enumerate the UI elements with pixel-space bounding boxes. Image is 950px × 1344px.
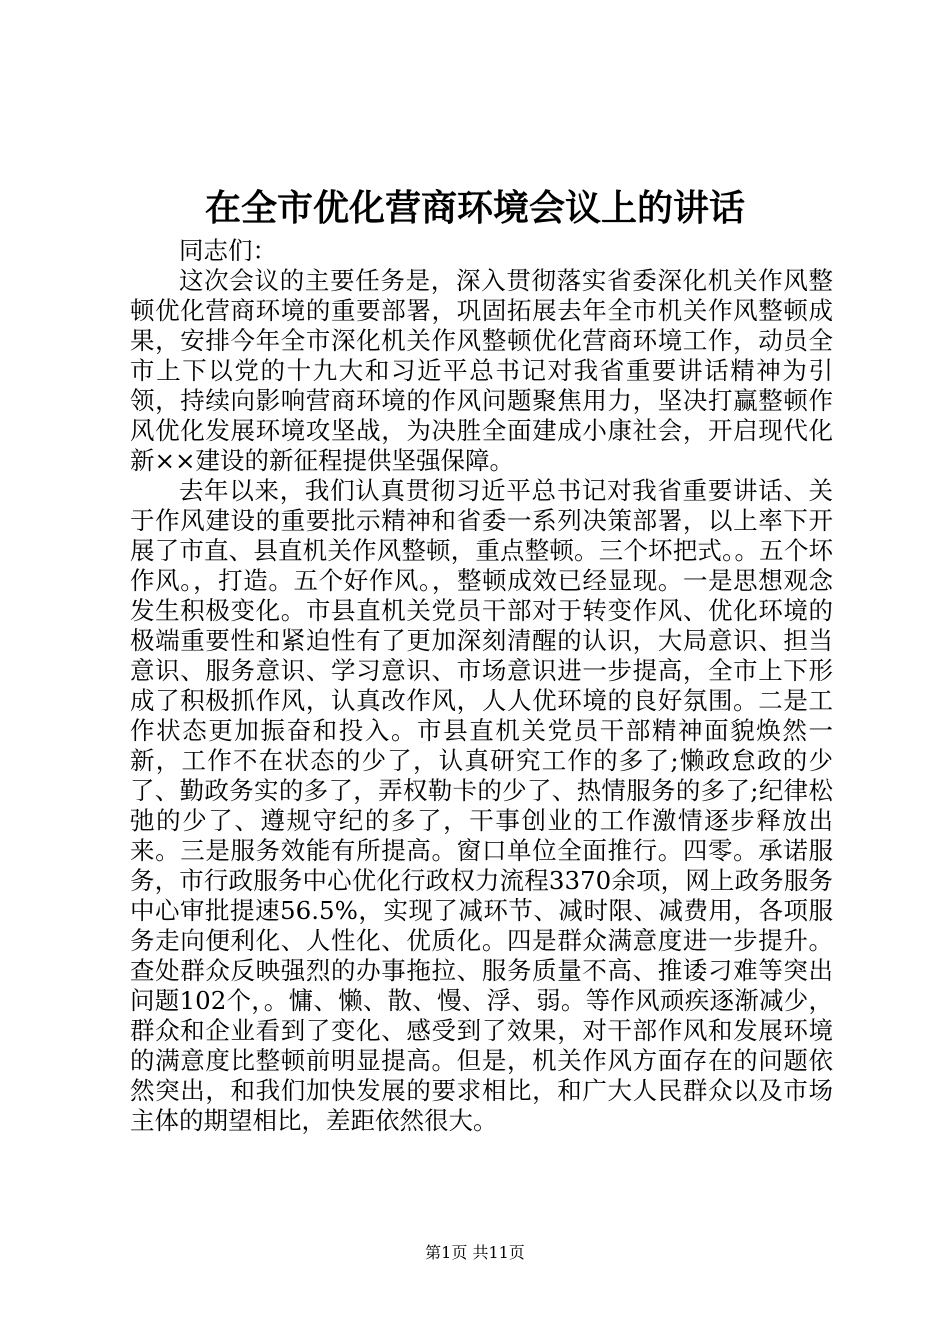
greeting: 同志们：	[179, 236, 277, 265]
paragraph-1: 这次会议的主要任务是，深入贯彻落实省委深化机关作风整顿优化营商环境的重要部署，巩固拓展去年全市机关作风整顿成果，安排今年全市深化机关作风整顿优化营商环境工作，动员全市上下以党的十九大和习近平总书记对我省重要讲话精神为引领，持续向影响营商环境的作风问题聚焦用力，坚决打赢整顿作风优化发展环境攻坚战，为决胜全面建成小康社会，开启现代化新××建设的新征程提供坚强保障。	[130, 266, 833, 475]
document-title: 在全市优化营商环境会议上的讲话	[204, 187, 745, 229]
document-body	[130, 236, 833, 1136]
paragraph-2: 去年以来，我们认真贯彻习近平总书记对我省重要讲话、关于作风建设的重要批示精神和省委一系列决策部署，以上率下开展了市直、县直机关作风整顿，重点整顿。三个坏把式。。五个坏作风。，打造。五个好作风。，整顿成效已经显现。一是思想观念发生积极变化。市县直机关党员干部对于转变作风、优化环境的极端重要性和紧迫性有了更加深刻清醒的认识，大局意识、担当意识、服务意识、学习意识、市场意识进一步提高，全市上下形成了积极抓作风，认真改作风，人人优环境的良好氛围。二是工作状态更加振奋和投入。市县直机关党员干部精神面貌焕然一新，工作不在状态的少了，认真研究工作的多了;懒政怠政的少了、勤政务实的多了，弄权勒卡的少了、热情服务的多了;纪律松弛的少了、遵规守纪的多了，干事创业的工作激情逐步释放出来。三是服务效能有所提高。窗口单位全面推行。四零。承诺服务，市行政服务中心优化行政权力流程3370余项，网上政务服务中心审批提速56.5%，实现了减环节、减时限、减费用，各项服务走向便利化、人性化、优质化。四是群众满意度进一步提升。查处群众反映强烈的办事拖拉、服务质量不高、推诿刁难等突出问题102个，。慵、懒、散、慢、浮、弱。等作风顽疾逐渐减少，群众和企业看到了变化、感受到了效果，对干部作风和发展环境的满意度比整顿前明显提高。但是，机关作风方面存在的问题依然突出，和我们加快发展的要求相比，和广大人民群众以及市场主体的期望相比，差距依然很大。	[130, 476, 833, 1135]
page-number: 第1页 共11页	[425, 1243, 525, 1262]
